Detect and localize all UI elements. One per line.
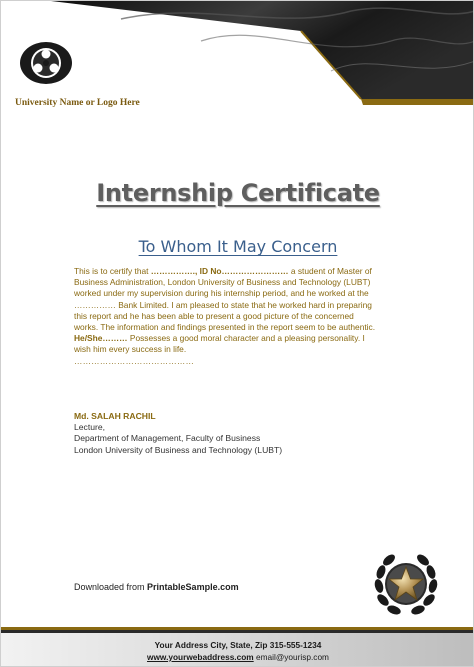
signer-institution: London University of Business and Technology (LUBT) bbox=[74, 444, 283, 455]
body-line: …………………………………… bbox=[74, 355, 195, 366]
signer-name: Md. SALAH RACHIL bbox=[74, 411, 156, 421]
body-text-span: Possesses a good moral character and a pleasing personality. I bbox=[127, 333, 365, 344]
certificate-body bbox=[74, 266, 424, 367]
body-line: works. The information and findings presented in the report seem to be authentic. bbox=[74, 322, 376, 333]
body-text-span: a student of Master of bbox=[288, 266, 372, 276]
body-line: Business Administration, London University of Business and Technology (LUBT) bbox=[74, 277, 371, 288]
salutation: To Whom It May Concern bbox=[138, 237, 338, 256]
download-site[interactable]: PrintableSample.com bbox=[147, 582, 239, 592]
footer-email[interactable]: email@yourisp.com bbox=[253, 652, 329, 662]
download-credit bbox=[74, 582, 239, 592]
footer-contact bbox=[1, 639, 474, 663]
star-laurel-seal-icon bbox=[369, 546, 443, 620]
university-logo-icon bbox=[19, 41, 73, 85]
university-name: University Name or Logo Here bbox=[15, 98, 140, 108]
body-placeholder: He/She……… bbox=[74, 333, 128, 344]
body-placeholder: …………… bbox=[74, 299, 116, 310]
body-line bbox=[74, 266, 424, 277]
body-line bbox=[74, 333, 424, 344]
body-placeholder: ……………., ID No…………………… bbox=[150, 266, 289, 276]
body-text-span: Bank Limited. I am pleased to state that he worked hard in preparing bbox=[115, 299, 372, 310]
body-text-span: This is to certify that bbox=[74, 266, 151, 276]
body-line: this report and he has been able to present a good picture of the concerned bbox=[74, 310, 354, 321]
footer-address: Your Address City, State, Zip 315-555-1234 bbox=[154, 640, 322, 650]
signer-department: Department of Management, Faculty of Business bbox=[74, 433, 261, 444]
body-line bbox=[74, 300, 424, 311]
footer-web-line bbox=[1, 651, 474, 663]
signature-block bbox=[74, 411, 434, 456]
body-line: wish him every success in life. bbox=[74, 344, 187, 355]
signer-role: Lecture, bbox=[74, 422, 106, 433]
body-line: worked under my supervision during his internship period, and he worked at the bbox=[74, 288, 369, 299]
download-prefix: Downloaded from bbox=[74, 582, 148, 592]
certificate-title: Internship Certificate bbox=[96, 179, 380, 207]
footer-website-link[interactable]: www.yourwebaddress.com bbox=[147, 652, 254, 662]
